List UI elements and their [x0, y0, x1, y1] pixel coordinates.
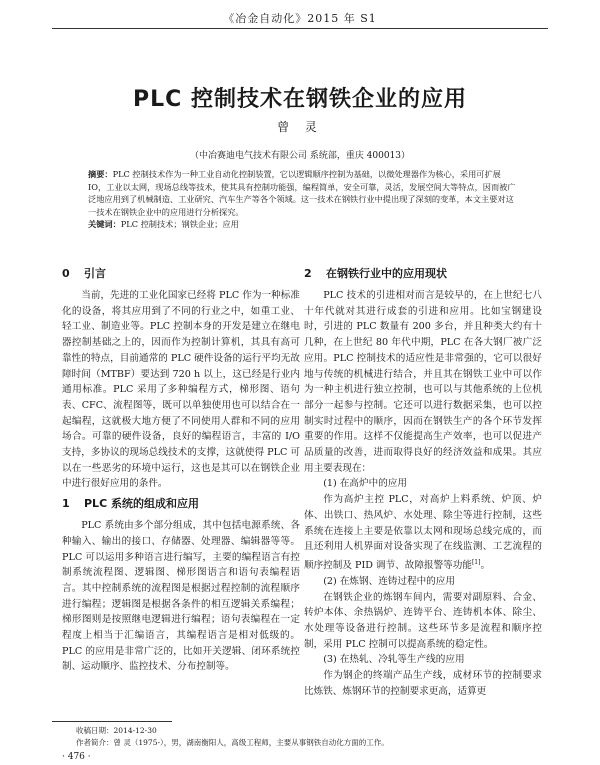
citation-1: [1] — [471, 558, 481, 566]
intro-paragraph: 当前，先进的工业化国家已经将 PLC 作为一种标准化的设备，将其应用到了不同的行业之中，如重工业、轻工业、制造业等。PLC 控制本身的开发是建立在继电器控制基础之上的，因而作为控制计算机，其具有高可靠性的特点，目前通常的 PLC 硬件设备的运行平均无故障时间（MTBF）要达到 720 h 以上，这已经是行业内通用标准。PLC 采用了多种编程方式，梯形图、语句表、CFC、流程图等，既可以单独使用也可以结合在一起编程，这就极大地方便了不同使用人群和不同的应用场合。可靠的硬件设备，良好的编程语言，丰富的 I/O 支持，多协议的现场总线技术的支撑，这就使得 PLC 可以在一些恶劣的环境中运行，这也是其可以在钢铁企业中进行很好应用的条件。 — [62, 290, 300, 490]
paper-title: PLC 控制技术在钢铁企业的应用 — [133, 87, 467, 112]
blast-furnace-end: 。 — [480, 560, 491, 572]
footnote-author-bio: 作者简介：曾 灵（1975-），男，湖南衡阳人，高级工程师，主要从事钢铁自动化方面的工作。 — [76, 738, 389, 747]
subheading-rolling: (3) 在热轧、冷轧等生产线的应用 — [323, 654, 465, 666]
section-2-paragraph: PLC 技术的引进相对而言是较早的，在上世纪七八十年代就对其进行成套的引进和应用。比如宝钢建设时，引进的 PLC 数量有 200 多台，并且种类大约有十几种，在上世纪 80 年代中期，PLC 在各大钢厂被广泛应用。PLC 控制技术的适应性是非常强的，它可以很好地与传统的机械进行结合，并且其在钢铁工业中可以作为一种主机进行独立控制，也可以与其他系统的上位机部分一起参与控制。它还可以进行数据采集，也可以控制实时过程中的顺序，因而在钢铁生产的各个环节发挥重要的作用。这样不仅能提高生产效率，也可以促进产品质量的改善，进而取得良好的经济效益和成果。其应用主要表现在： — [304, 290, 542, 474]
section-1-number: 1 — [62, 497, 70, 511]
page-number: · 476 · — [62, 752, 91, 762]
right-column — [304, 262, 542, 699]
section-2-heading — [304, 264, 542, 284]
footnote-received: 收稿日期：2014-12-30 — [76, 726, 157, 735]
section-1-title: PLC 系统的组成和应用 — [84, 497, 199, 511]
left-column — [62, 262, 300, 675]
author-name: 曾 灵 — [277, 120, 323, 134]
section-1-paragraph: PLC 系统由多个部分组成，其中包括电源系统、各种输入、输出的接口、存储器、处理器、编辑器等等。PLC 可以运用多种语言进行编写，主要的编程语言有控制系统流程图、逻辑图、梯形图语言和语句表编程语言。其中控制系统的流程图是根据过程控制的流程顺序进行编程；逻辑图是根据各条件的相互逻辑关系编程；梯形图则是按照继电逻辑进行编程；语句表编程在一定程度上相当于汇编语言，其编程语言是相对低级的。PLC 的应用是非常广泛的，比如开关逻辑、闭环系统控制、运动顺序、监控技术、分布控制等。 — [62, 520, 300, 673]
abstract-label: 摘要： — [88, 169, 113, 179]
keywords-label: 关键词： — [88, 219, 121, 230]
author-affiliation: （中冶赛迪电气技术有限公司 系统部，重庆 400013） — [189, 151, 411, 161]
blast-furnace-text: 作为高炉主控 PLC，对高炉上料系统、炉顶、炉体、出铁口、热风炉、水处理、除尘等进行控制，这些系统在连接上主要是依靠以太网和现场总线完成的，而且还利用人机界面对设备实现了在线监测、工艺流程的顺序控制及 PID 调节、故障报警等功能 — [304, 494, 542, 572]
abstract-block — [88, 168, 516, 231]
rolling-paragraph: 作为钢企的终端产品生产线，成材环节的控制要求比炼铁、炼钢环节的控制要求更高，适算更 — [304, 670, 542, 697]
section-1-heading — [62, 494, 300, 514]
section-0-number: 0 — [62, 267, 70, 280]
keywords — [88, 218, 516, 231]
steelmaking-paragraph: 在钢铁企业的炼钢车间内，需要对副原料、合金、转炉本体、余热锅炉、连铸平台、连铸机本体、除尘、水处理等设备进行控制。这些环节多是流程和顺序控制，采用 PLC 控制可以提高系统的稳定性。 — [304, 591, 542, 650]
section-2-title: 在钢铁行业中的应用现状 — [326, 267, 447, 280]
subheading-steelmaking: (2) 在炼钢、连铸过程中的应用 — [323, 575, 455, 587]
running-header: 《冶金自动化》2015 年 S1 — [223, 12, 377, 25]
subheading-blast-furnace: (1) 在高炉中的应用 — [323, 478, 407, 490]
section-2-number: 2 — [304, 267, 312, 280]
abstract — [88, 168, 516, 218]
abstract-text: PLC 控制技术作为一种工业自动化控制装置，它以逻辑顺序控制为基础，以微处理器作为核心，采用可扩展 IO，工业以太网，现场总线等技术，使其具有控制功能强，编程简单，安全可靠，灵活，发展空间大等特点，因而被广泛地应用到了机械制造、工业研究、汽车生产等各个领域。这一技术在钢铁行业中提出现了深刻的变革，本文主要对这一技术在钢铁企业中的应用进行分析探究。 — [88, 169, 516, 217]
section-0-title: 引言 — [84, 267, 106, 280]
footnote-rule — [52, 721, 172, 722]
blast-furnace-paragraph — [304, 492, 542, 574]
section-0-heading — [62, 264, 300, 284]
keywords-text: PLC 控制技术；钢铁企业；应用 — [120, 219, 239, 230]
header-rule — [52, 28, 548, 29]
